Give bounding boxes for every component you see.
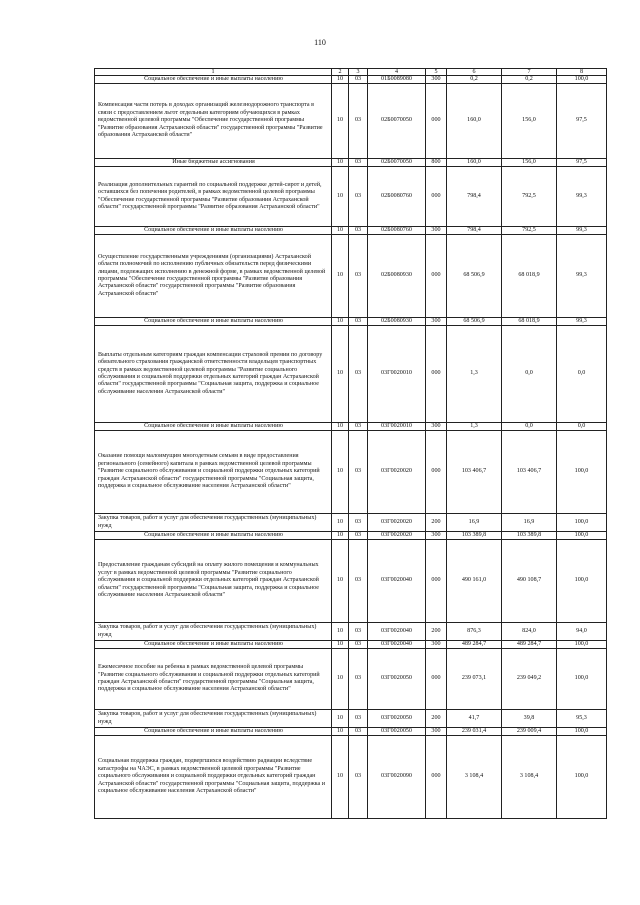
actual-value-cell: 239 049,2 xyxy=(502,649,557,710)
subsection-cell: 03 xyxy=(349,227,368,235)
target-code-cell: 03Г0020020 xyxy=(368,532,426,540)
planned-value-cell: 160,0 xyxy=(447,84,502,159)
planned-value-cell: 103 406,7 xyxy=(447,431,502,514)
subsection-cell: 03 xyxy=(349,532,368,540)
item-name-cell: Социальное обеспечение и иные выплаты населению xyxy=(95,728,332,736)
column-header: 2 xyxy=(332,69,349,76)
actual-value-cell: 0,0 xyxy=(502,423,557,431)
actual-value-cell: 792,5 xyxy=(502,227,557,235)
subsection-cell: 03 xyxy=(349,235,368,318)
subsection-cell: 03 xyxy=(349,728,368,736)
percent-cell: 100,0 xyxy=(557,649,607,710)
percent-cell: 100,0 xyxy=(557,431,607,514)
table-row xyxy=(95,326,607,423)
section-cell: 10 xyxy=(332,326,349,423)
expense-type-cell: 300 xyxy=(426,318,447,326)
percent-cell: 100,0 xyxy=(557,532,607,540)
item-name-cell: Социальное обеспечение и иные выплаты населению xyxy=(95,318,332,326)
section-cell: 10 xyxy=(332,318,349,326)
section-cell: 10 xyxy=(332,167,349,227)
column-header: 8 xyxy=(557,69,607,76)
subsection-cell: 03 xyxy=(349,167,368,227)
section-cell: 10 xyxy=(332,728,349,736)
subsection-cell: 03 xyxy=(349,649,368,710)
percent-cell: 100,0 xyxy=(557,641,607,649)
planned-value-cell: 41,7 xyxy=(447,710,502,728)
item-name-cell: Социальное обеспечение и иные выплаты населению xyxy=(95,641,332,649)
table-row xyxy=(95,431,607,514)
expense-type-cell: 000 xyxy=(426,431,447,514)
target-code-cell: 03Г0020050 xyxy=(368,649,426,710)
actual-value-cell: 0,0 xyxy=(502,326,557,423)
target-code-cell: 02Б0070050 xyxy=(368,84,426,159)
target-code-cell: 02Б0080930 xyxy=(368,235,426,318)
target-code-cell: 03Г0020020 xyxy=(368,431,426,514)
actual-value-cell: 239 009,4 xyxy=(502,728,557,736)
item-name-cell: Осуществление государственными учреждениями (организациями) Астраханской области полномочий по исполнению публичных обязательств перед физическими лицами, подлежащих исполнению в денежной форме, в рамках ведомственной целевой программы "Обеспечение государственной программы "Развитие образования Астраханской области" государственной программы "Развитие образования Астраханской области" xyxy=(95,235,332,318)
actual-value-cell: 68 018,9 xyxy=(502,235,557,318)
actual-value-cell: 3 108,4 xyxy=(502,736,557,819)
item-name-cell: Социальная поддержка граждан, подвергшихся воздействию радиации вследствие катастрофы на ЧАЭС, в рамках ведомственной целевой программы "Развитие социального обслуживания и социальной поддержки отдельных категорий граждан Астраханской области" государственной программы "Социальная защита, поддержка и социальное обслуживание населения Астраханской области" xyxy=(95,736,332,819)
target-code-cell: 02Б0080760 xyxy=(368,227,426,235)
target-code-cell: 03Г0020040 xyxy=(368,540,426,623)
actual-value-cell: 489 284,7 xyxy=(502,641,557,649)
section-cell: 10 xyxy=(332,235,349,318)
planned-value-cell: 16,9 xyxy=(447,514,502,532)
table-row xyxy=(95,540,607,623)
item-name-cell: Компенсация части потерь в доходах организаций железнодорожного транспорта в связи с предоставлением льгот отдельным категориям обучающихся в рамках ведомственной целевой программы "Обеспечение государственной программы "Развитие образования Астраханской области" государственной программы "Развитие образования Астраханской области" xyxy=(95,84,332,159)
expense-type-cell: 000 xyxy=(426,326,447,423)
table-row xyxy=(95,84,607,159)
percent-cell: 95,3 xyxy=(557,710,607,728)
subsection-cell: 03 xyxy=(349,423,368,431)
target-code-cell: 03Г0020010 xyxy=(368,423,426,431)
subsection-cell: 03 xyxy=(349,326,368,423)
subsection-cell: 03 xyxy=(349,641,368,649)
item-name-cell: Социальное обеспечение и иные выплаты населению xyxy=(95,532,332,540)
item-name-cell: Ежемесячное пособие на ребенка в рамках ведомственной целевой программы "Развитие социального обслуживания и социальной поддержки отдельных категорий граждан Астраханской области" государственной программы "Социальная защита, поддержка и социальное обслуживание населения Астраханской области" xyxy=(95,649,332,710)
percent-cell: 100,0 xyxy=(557,728,607,736)
subsection-cell: 03 xyxy=(349,514,368,532)
expense-type-cell: 200 xyxy=(426,710,447,728)
column-header: 1 xyxy=(95,69,332,76)
expense-type-cell: 000 xyxy=(426,167,447,227)
percent-cell: 99,3 xyxy=(557,227,607,235)
percent-cell: 100,0 xyxy=(557,736,607,819)
table-row xyxy=(95,710,607,728)
percent-cell: 99,3 xyxy=(557,235,607,318)
actual-value-cell: 824,0 xyxy=(502,623,557,641)
percent-cell: 99,3 xyxy=(557,318,607,326)
planned-value-cell: 1,3 xyxy=(447,423,502,431)
actual-value-cell: 103 389,8 xyxy=(502,532,557,540)
planned-value-cell: 103 389,8 xyxy=(447,532,502,540)
percent-cell: 0,0 xyxy=(557,326,607,423)
item-name-cell: Закупка товаров, работ и услуг для обеспечения государственных (муниципальных) нужд xyxy=(95,710,332,728)
actual-value-cell: 156,0 xyxy=(502,84,557,159)
column-header: 6 xyxy=(447,69,502,76)
percent-cell: 100,0 xyxy=(557,76,607,84)
table-row xyxy=(95,728,607,736)
subsection-cell: 03 xyxy=(349,736,368,819)
percent-cell: 94,0 xyxy=(557,623,607,641)
percent-cell: 100,0 xyxy=(557,514,607,532)
section-cell: 10 xyxy=(332,423,349,431)
planned-value-cell: 239 073,1 xyxy=(447,649,502,710)
section-cell: 10 xyxy=(332,532,349,540)
item-name-cell: Закупка товаров, работ и услуг для обеспечения государственных (муниципальных) нужд xyxy=(95,623,332,641)
item-name-cell: Выплаты отдельным категориям граждан компенсации страховой премии по договору обязательного страхования гражданской ответственности владельцев транспортных средств в рамках ведомственной целевой программы "Развитие социального обслуживания и социальной поддержки отдельных категорий граждан Астраханской области" государственной программы "Социальная защита, поддержка и социальное обслуживание населения Астраханской области" xyxy=(95,326,332,423)
expense-type-cell: 200 xyxy=(426,623,447,641)
item-name-cell: Социальное обеспечение и иные выплаты населению xyxy=(95,76,332,84)
item-name-cell: Социальное обеспечение и иные выплаты населению xyxy=(95,423,332,431)
actual-value-cell: 490 108,7 xyxy=(502,540,557,623)
column-header: 7 xyxy=(502,69,557,76)
planned-value-cell: 0,2 xyxy=(447,76,502,84)
actual-value-cell: 156,0 xyxy=(502,159,557,167)
column-header: 4 xyxy=(368,69,426,76)
expense-type-cell: 300 xyxy=(426,728,447,736)
section-cell: 10 xyxy=(332,159,349,167)
planned-value-cell: 489 284,7 xyxy=(447,641,502,649)
target-code-cell: 02Б0080930 xyxy=(368,318,426,326)
page-number: 110 xyxy=(314,38,326,47)
target-code-cell: 03Г0020010 xyxy=(368,326,426,423)
item-name-cell: Иные бюджетные ассигнования xyxy=(95,159,332,167)
planned-value-cell: 1,3 xyxy=(447,326,502,423)
section-cell: 10 xyxy=(332,710,349,728)
column-header: 3 xyxy=(349,69,368,76)
expense-type-cell: 300 xyxy=(426,532,447,540)
expense-type-cell: 000 xyxy=(426,736,447,819)
planned-value-cell: 798,4 xyxy=(447,227,502,235)
planned-value-cell: 239 031,4 xyxy=(447,728,502,736)
actual-value-cell: 39,8 xyxy=(502,710,557,728)
actual-value-cell: 0,2 xyxy=(502,76,557,84)
expense-type-cell: 300 xyxy=(426,423,447,431)
table-row xyxy=(95,235,607,318)
section-cell: 10 xyxy=(332,641,349,649)
table-row xyxy=(95,423,607,431)
table-body xyxy=(95,69,607,819)
expense-type-cell: 300 xyxy=(426,76,447,84)
target-code-cell: 03Г0020050 xyxy=(368,728,426,736)
subsection-cell: 03 xyxy=(349,84,368,159)
expense-type-cell: 200 xyxy=(426,514,447,532)
table-row xyxy=(95,227,607,235)
actual-value-cell: 68 018,9 xyxy=(502,318,557,326)
table-row xyxy=(95,76,607,84)
expense-type-cell: 300 xyxy=(426,641,447,649)
expense-type-cell: 000 xyxy=(426,649,447,710)
item-name-cell: Предоставление гражданам субсидий на оплату жилого помещения и коммунальных услуг в рамках ведомственной целевой программы "Развитие социального обслуживания и социальной поддержки отдельных категорий граждан Астраханской области" государственной программы "Социальная защита, поддержка и социальное обслуживание населения Астраханской области" xyxy=(95,540,332,623)
table-row xyxy=(95,532,607,540)
planned-value-cell: 490 161,0 xyxy=(447,540,502,623)
section-cell: 10 xyxy=(332,76,349,84)
item-name-cell: Реализация дополнительных гарантий по социальной поддержке детей-сирот и детей, оставшихся без попечения родителей, в рамках ведомственной целевой программы "Обеспечение государственной программы "Развитие образования Астраханской области" государственной программы "Развитие образования Астраханской области" xyxy=(95,167,332,227)
table-row xyxy=(95,318,607,326)
planned-value-cell: 3 108,4 xyxy=(447,736,502,819)
subsection-cell: 03 xyxy=(349,159,368,167)
section-cell: 10 xyxy=(332,540,349,623)
expense-type-cell: 000 xyxy=(426,84,447,159)
target-code-cell: 03Г0020040 xyxy=(368,641,426,649)
column-header: 5 xyxy=(426,69,447,76)
percent-cell: 100,0 xyxy=(557,540,607,623)
section-cell: 10 xyxy=(332,736,349,819)
target-code-cell: 03Г0020090 xyxy=(368,736,426,819)
table-row xyxy=(95,736,607,819)
table-row xyxy=(95,159,607,167)
actual-value-cell: 16,9 xyxy=(502,514,557,532)
table-row xyxy=(95,623,607,641)
planned-value-cell: 160,0 xyxy=(447,159,502,167)
expense-type-cell: 000 xyxy=(426,540,447,623)
table-row xyxy=(95,167,607,227)
target-code-cell: 01Б0089080 xyxy=(368,76,426,84)
table-row xyxy=(95,649,607,710)
subsection-cell: 03 xyxy=(349,431,368,514)
section-cell: 10 xyxy=(332,227,349,235)
target-code-cell: 03Г0020050 xyxy=(368,710,426,728)
percent-cell: 97,5 xyxy=(557,84,607,159)
budget-table xyxy=(94,68,607,819)
section-cell: 10 xyxy=(332,514,349,532)
subsection-cell: 03 xyxy=(349,76,368,84)
section-cell: 10 xyxy=(332,649,349,710)
actual-value-cell: 792,5 xyxy=(502,167,557,227)
subsection-cell: 03 xyxy=(349,710,368,728)
item-name-cell: Оказание помощи малоимущим многодетным семьям в виде предоставления регионального (семейного) капитала в рамках ведомственной целевой программы "Развитие социального обслуживания и социальной поддержки отдельных категорий граждан Астраханской области" государственной программы "Социальная защита, поддержка и социальное обслуживание населения Астраханской области" xyxy=(95,431,332,514)
item-name-cell: Закупка товаров, работ и услуг для обеспечения государственных (муниципальных) нужд xyxy=(95,514,332,532)
target-code-cell: 03Г0020040 xyxy=(368,623,426,641)
percent-cell: 99,3 xyxy=(557,167,607,227)
planned-value-cell: 68 506,9 xyxy=(447,318,502,326)
subsection-cell: 03 xyxy=(349,623,368,641)
target-code-cell: 03Г0020020 xyxy=(368,514,426,532)
target-code-cell: 02Б0080760 xyxy=(368,167,426,227)
subsection-cell: 03 xyxy=(349,540,368,623)
expense-type-cell: 000 xyxy=(426,235,447,318)
section-cell: 10 xyxy=(332,431,349,514)
subsection-cell: 03 xyxy=(349,318,368,326)
section-cell: 10 xyxy=(332,84,349,159)
section-cell: 10 xyxy=(332,623,349,641)
table-row xyxy=(95,641,607,649)
percent-cell: 0,0 xyxy=(557,423,607,431)
item-name-cell: Социальное обеспечение и иные выплаты населению xyxy=(95,227,332,235)
target-code-cell: 02Б0070050 xyxy=(368,159,426,167)
planned-value-cell: 876,3 xyxy=(447,623,502,641)
expense-type-cell: 800 xyxy=(426,159,447,167)
planned-value-cell: 798,4 xyxy=(447,167,502,227)
table-header-row xyxy=(95,69,607,76)
planned-value-cell: 68 506,9 xyxy=(447,235,502,318)
actual-value-cell: 103 406,7 xyxy=(502,431,557,514)
table-row xyxy=(95,514,607,532)
expense-type-cell: 300 xyxy=(426,227,447,235)
percent-cell: 97,5 xyxy=(557,159,607,167)
